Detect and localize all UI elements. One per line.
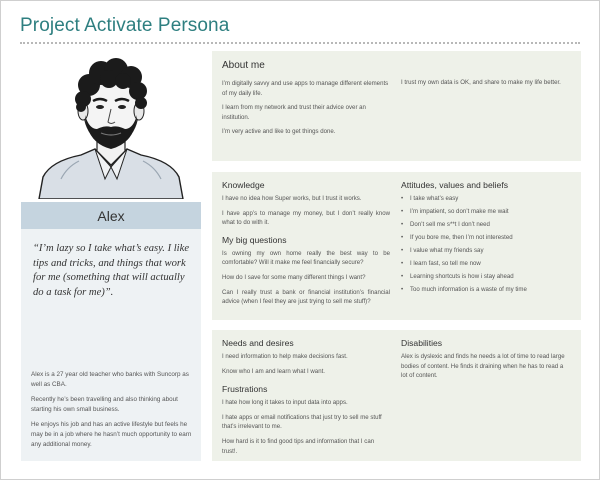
need-item: Know who I am and learn what I want.: [222, 367, 325, 375]
attitude-item: • Learning shortcuts is how i stay ahead: [401, 272, 571, 282]
about-item: I trust my own data is OK, and share to make my life better.: [401, 79, 561, 86]
about-item: I’m very active and like to get things done.: [222, 128, 336, 136]
knowledge-text: [222, 194, 390, 228]
frustrations-text: [222, 398, 390, 456]
questions-text: [222, 249, 390, 307]
page-title: Project Activate Persona: [20, 15, 230, 36]
about-heading: About me: [222, 60, 265, 71]
questions-heading: My big questions: [222, 234, 287, 245]
attitude-item: • Don’t sell me s**t I don’t need: [401, 220, 571, 230]
about-item: I learn from my network and trust their advice over an institution.: [222, 104, 366, 121]
disability-item: Alex is dyslexic and finds he needs a lot of time to read large bodies of content. He finds it draining when he has to read a lot of content.: [401, 353, 565, 380]
attitude-item: • I’m impatient, so don’t make me wait: [401, 207, 571, 217]
question-item: Can I really trust a bank or financial institution’s financial advice (when I feel they are just trying to sell me stuff)?: [222, 288, 390, 306]
attitudes-heading: Attitudes, values and beliefs: [401, 180, 509, 190]
knowledge-heading: Knowledge: [222, 180, 265, 190]
about-text-left: [222, 79, 392, 137]
about-panel: [212, 51, 581, 161]
frustration-item: I hate how long it takes to input data into apps.: [222, 399, 348, 407]
attitude-item: • I take what’s easy: [401, 194, 571, 204]
needs-text: [222, 352, 390, 376]
bio-paragraph: Alex is a 27 year old teacher who banks with Suncorp as well as CBA.: [31, 371, 189, 388]
question-item: How do I save for some many different things I want?: [222, 273, 366, 281]
question-item: Is owning my own home really the best way to be comfortable? Will it make me feel financially secure?: [222, 249, 390, 267]
need-item: I need information to help make decisions fast.: [222, 353, 348, 360]
needs-panel: [212, 330, 581, 461]
persona-portrait: [21, 49, 201, 199]
persona-name: Alex: [21, 202, 201, 229]
attitude-item: • If you bore me, then I’m not interested: [401, 233, 571, 243]
frustration-item: How hard is it to find good tips and information that I can trust!.: [222, 437, 375, 455]
attitude-item: • I value what my friends say: [401, 246, 571, 256]
persona-bio: [31, 370, 195, 455]
persona-quote: “I’m lazy so I take what’s easy. I like tips and tricks, and things that work for me (something that will actually do a task for me)”.: [33, 243, 190, 298]
disabilities-text: [401, 352, 571, 381]
title-divider: [20, 42, 580, 44]
attitudes-list: [401, 194, 571, 294]
attitude-item: • Too much information is a waste of my time: [401, 285, 571, 295]
knowledge-item: I have app’s to manage my money, but I don’t really know what to do with it.: [222, 209, 390, 227]
disabilities-heading: Disabilities: [401, 338, 443, 348]
about-item: I’m digitally savvy and use apps to manage different elements of my daily life.: [222, 80, 389, 97]
frustrations-heading: Frustrations: [222, 384, 268, 395]
frustration-item: I hate apps or email notifications that just try to sell me stuff that’s irrelevant to me.: [222, 413, 382, 431]
portrait-icon: [21, 49, 201, 199]
about-text-right: [401, 78, 571, 93]
attitude-item: • I learn fast, so tell me now: [401, 259, 571, 269]
bio-paragraph: He enjoys his job and has an active lifestyle but feels he may be in a job where he hasn’t much opportunity to earn any additional money.: [31, 421, 192, 448]
needs-heading: Needs and desires: [222, 338, 294, 348]
knowledge-panel: [212, 172, 581, 320]
knowledge-item: I have no idea how Super works, but I trust it works.: [222, 195, 362, 202]
bio-paragraph: Recently he’s been travelling and also thinking about starting his own small business.: [31, 396, 178, 413]
